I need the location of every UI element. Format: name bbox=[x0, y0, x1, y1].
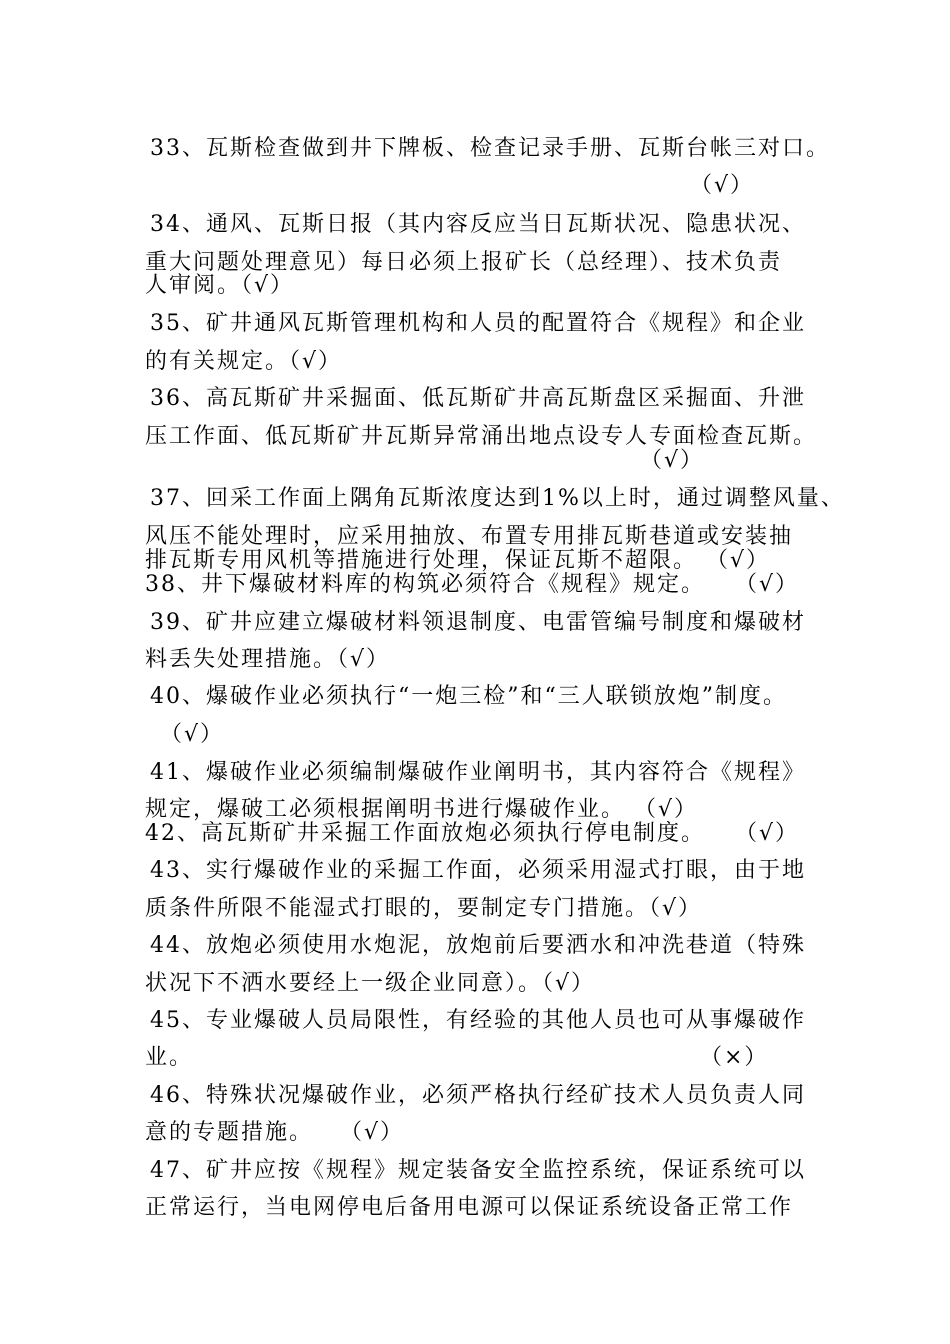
text-line-38a: 38、井下爆破材料库的构筑必须符合《规程》规定。 bbox=[145, 572, 705, 597]
answer-mark-36: （√） bbox=[640, 448, 705, 473]
text-line-45b: 业。 bbox=[145, 1045, 194, 1070]
text-line-46a: 46、特殊状况爆破作业，必须严格执行经矿技术人员负责人同 bbox=[150, 1083, 806, 1108]
text-line-33a: 33、瓦斯检查做到井下牌板、检查记录手册、瓦斯台帐三对口。 bbox=[150, 136, 830, 161]
answer-mark-42: （√） bbox=[735, 821, 800, 846]
text-line-42a: 42、高瓦斯矿井采掘工作面放炮必须执行停电制度。 bbox=[145, 821, 705, 846]
answer-mark-33: （√） bbox=[690, 173, 755, 198]
text-line-35a: 35、矿井通风瓦斯管理机构和人员的配置符合《规程》和企业 bbox=[150, 311, 806, 336]
text-line-47a: 47、矿井应按《规程》规定装备安全监控系统，保证系统可以 bbox=[150, 1158, 806, 1183]
text-line-41b: 规定，爆破工必须根据阐明书进行爆破作业。 （√） bbox=[145, 797, 699, 822]
text-line-40a: 40、爆破作业必须执行“一炮三检”和“三人联锁放炮”制度。 bbox=[150, 684, 787, 709]
text-line-36b: 压工作面、低瓦斯矿井瓦斯异常涌出地点设专人专面检查瓦斯。 bbox=[145, 424, 818, 449]
text-line-46b: 意的专题措施。 bbox=[145, 1120, 314, 1145]
text-line-34c: 人审阅。（√） bbox=[145, 273, 295, 298]
text-line-34b: 重大问题处理意见）每日必须上报矿长（总经理）、技术负责 bbox=[145, 250, 783, 275]
text-line-43b: 质条件所限不能湿式打眼的，要制定专门措施。（√） bbox=[145, 896, 703, 921]
answer-mark-46: （√） bbox=[340, 1120, 405, 1145]
text-line-45a: 45、专业爆破人员局限性，有经验的其他人员也可从事爆破作 bbox=[150, 1008, 806, 1033]
text-line-36a: 36、高瓦斯矿井采掘面、低瓦斯矿井高瓦斯盘区采掘面、升泄 bbox=[150, 386, 806, 411]
text-line-37a: 37、回采工作面上隅角瓦斯浓度达到1%以上时，通过调整风量、 bbox=[150, 486, 845, 511]
text-line-37c: 排瓦斯专用风机等措施进行处理，保证瓦斯不超限。 （√） bbox=[145, 548, 771, 573]
text-line-44a: 44、放炮必须使用水炮泥，放炮前后要洒水和冲洗巷道（特殊 bbox=[150, 933, 806, 958]
answer-mark-45: （×） bbox=[700, 1045, 769, 1070]
text-line-44b: 状况下不洒水要经上一级企业同意）。（√） bbox=[145, 971, 596, 996]
answer-mark-40: （√） bbox=[160, 722, 225, 747]
text-line-37b: 风压不能处理时，应采用抽放、布置专用排瓦斯巷道或安装抽 bbox=[145, 524, 794, 549]
text-line-39a: 39、矿井应建立爆破材料领退制度、电雷管编号制度和爆破材 bbox=[150, 610, 806, 635]
text-line-41a: 41、爆破作业必须编制爆破作业阐明书，其内容符合《规程》 bbox=[150, 760, 806, 785]
text-line-35b: 的有关规定。（√） bbox=[145, 349, 343, 374]
text-line-43a: 43、实行爆破作业的采掘工作面，必须采用湿式打眼，由于地 bbox=[150, 858, 806, 883]
text-line-34a: 34、通风、瓦斯日报（其内容反应当日瓦斯状况、隐患状况、 bbox=[150, 212, 806, 237]
answer-mark-38: （√） bbox=[735, 572, 800, 597]
text-line-39b: 料丢失处理措施。（√） bbox=[145, 647, 391, 672]
text-line-47b: 正常运行，当电网停电后备用电源可以保证系统设备正常工作 bbox=[145, 1195, 794, 1220]
